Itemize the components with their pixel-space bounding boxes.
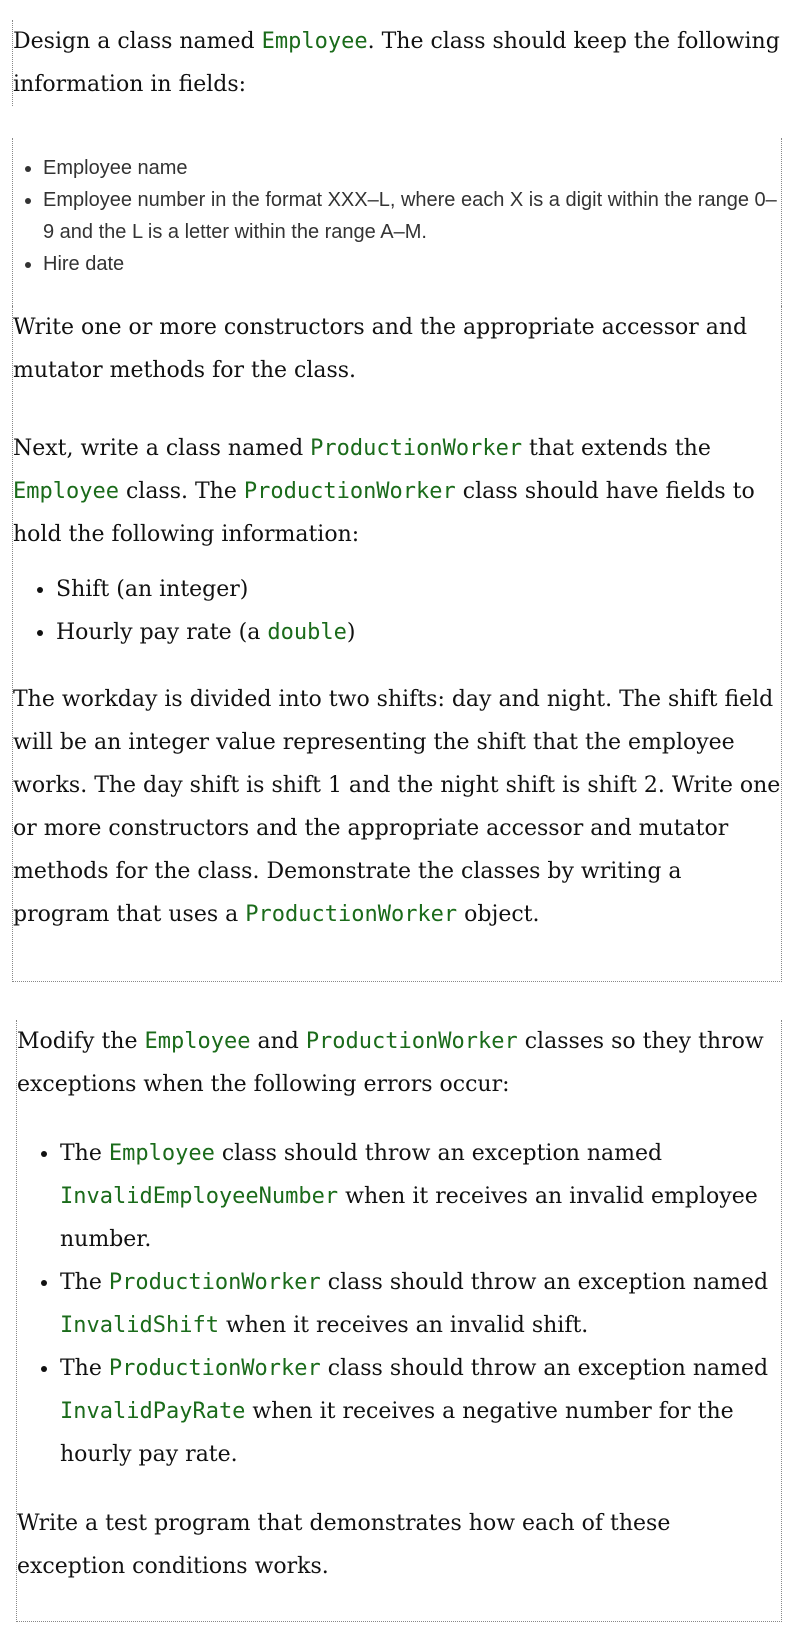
code-invalidemployeenumber: InvalidEmployeeNumber bbox=[60, 1184, 339, 1209]
list-item: • The ProductionWorker class should throw an exception named InvalidShift when it receives an invalid shift. bbox=[60, 1261, 781, 1347]
list-item: • Shift (an integer) bbox=[56, 568, 781, 611]
code-productionworker: ProductionWorker bbox=[245, 902, 458, 927]
employee-fields-list bbox=[13, 152, 781, 280]
workday-paragraph: The workday is divided into two shifts: day and night. The shift field will be an integer value representing the shift that the employee works. The day shift is shift 1 and the night shift is shift 2. Write one or more constructors and the appropriate accessor and mutator methods for the class. Demonstrate the classes by writing a program that uses a ProductionWorker object. bbox=[13, 687, 781, 927]
code-employee: Employee bbox=[261, 29, 368, 54]
constructors-paragraph: Write one or more constructors and the appropriate accessor and mutator methods for the class. bbox=[13, 315, 748, 383]
code-productionworker: ProductionWorker bbox=[310, 436, 523, 461]
exceptions-list bbox=[17, 1132, 781, 1476]
modify-paragraph: Modify the Employee and ProductionWorker classes so they throw exceptions when the following errors occur: bbox=[17, 1029, 764, 1097]
code-employee: Employee bbox=[13, 479, 119, 504]
code-invalidpayrate: InvalidPayRate bbox=[60, 1399, 246, 1424]
code-double: double bbox=[267, 620, 347, 645]
list-item: • The Employee class should throw an exception named InvalidEmployeeNumber when it receives an invalid employee number. bbox=[60, 1132, 781, 1261]
next-paragraph: Next, write a class named ProductionWorker that extends the Employee class. The ProductionWorker class should have fields to hold the following information: bbox=[13, 436, 755, 547]
code-invalidshift: InvalidShift bbox=[60, 1313, 219, 1338]
list-item: • Employee number in the format XXX–L, where each X is a digit within the range 0–9 and the L is a letter within the range A–M. bbox=[43, 184, 781, 248]
employee-fields-block bbox=[12, 138, 782, 306]
test-paragraph: Write a test program that demonstrates how each of these exception conditions works. bbox=[17, 1511, 671, 1579]
code-employee: Employee bbox=[144, 1029, 251, 1054]
list-item: • Hourly pay rate (a double) bbox=[56, 611, 781, 654]
code-productionworker: ProductionWorker bbox=[305, 1029, 518, 1054]
list-item: • The ProductionWorker class should throw an exception named InvalidPayRate when it receives a negative number for the hourly pay rate. bbox=[60, 1347, 781, 1476]
worker-fields-list bbox=[13, 568, 781, 654]
exceptions-block bbox=[16, 1020, 782, 1622]
code-productionworker: ProductionWorker bbox=[243, 479, 456, 504]
list-item: • Employee name bbox=[43, 152, 781, 184]
production-worker-block bbox=[12, 306, 782, 982]
list-item: • Hire date bbox=[43, 248, 781, 280]
intro-block bbox=[12, 20, 782, 106]
intro-paragraph: Design a class named Employee. The class should keep the following information in fields: bbox=[13, 29, 780, 97]
